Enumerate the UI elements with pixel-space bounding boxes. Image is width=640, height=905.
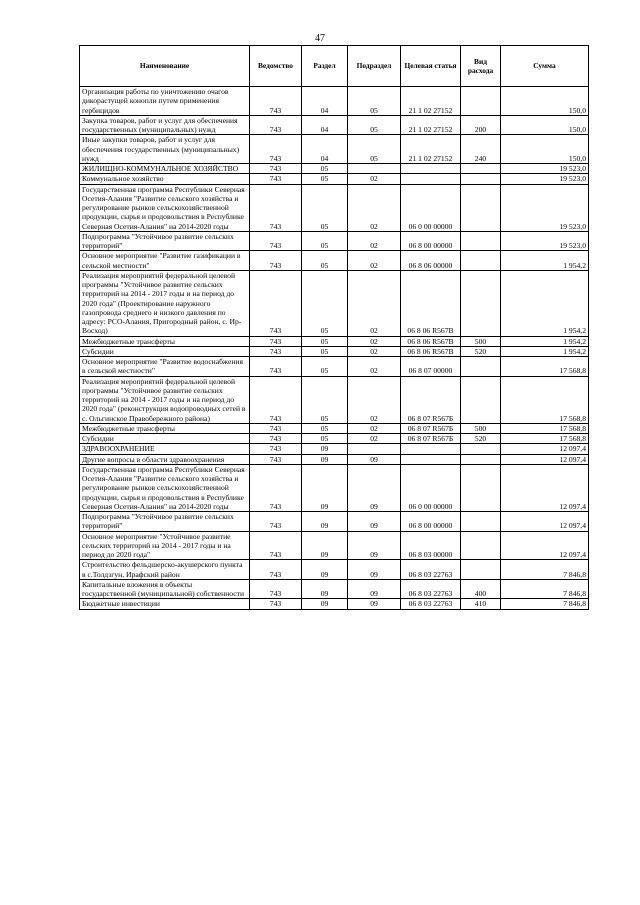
table-row <box>80 464 589 511</box>
cell-sum: 1 954,2 <box>501 346 589 356</box>
cell-exp-type: 500 <box>461 423 501 433</box>
cell-name: Организация работы по уничтожению очагов дикорастущей конопли путем применения гербицидов <box>80 87 250 116</box>
cell-subsection: 09 <box>348 512 401 532</box>
cell-dept: 743 <box>250 531 302 560</box>
header-section: Раздел <box>302 46 348 87</box>
cell-name: Закупка товаров, работ и услуг для обеспечения государственных (муниципальных) нужд <box>80 115 250 135</box>
cell-subsection: 09 <box>348 531 401 560</box>
table-row <box>80 174 589 184</box>
cell-exp-type <box>461 270 501 336</box>
cell-article: 06 8 06 00000 <box>401 251 461 271</box>
table-row <box>80 531 589 560</box>
cell-section: 04 <box>302 87 348 116</box>
table-row <box>80 115 589 135</box>
cell-dept: 743 <box>250 357 302 377</box>
cell-exp-type <box>461 87 501 116</box>
cell-name: Коммунальное хозяйство <box>80 174 250 184</box>
cell-subsection: 05 <box>348 135 401 164</box>
cell-exp-type <box>461 512 501 532</box>
cell-name: Межбюджетные трансферты <box>80 336 250 346</box>
table-row <box>80 87 589 116</box>
cell-exp-type <box>461 454 501 464</box>
cell-exp-type <box>461 376 501 423</box>
cell-article: 06 8 07 00000 <box>401 357 461 377</box>
cell-exp-type <box>461 174 501 184</box>
table-row <box>80 251 589 271</box>
cell-subsection: 05 <box>348 115 401 135</box>
cell-sum: 12 097,4 <box>501 444 589 454</box>
table-row <box>80 454 589 464</box>
cell-exp-type <box>461 464 501 511</box>
cell-subsection: 09 <box>348 560 401 580</box>
cell-sum: 17 568,8 <box>501 434 589 444</box>
cell-dept: 743 <box>250 115 302 135</box>
cell-exp-type <box>461 164 501 174</box>
cell-sum: 7 846,8 <box>501 560 589 580</box>
cell-dept: 743 <box>250 164 302 174</box>
cell-name: Подпрограмма "Устойчивое развитие сельских территорий" <box>80 231 250 251</box>
cell-section: 04 <box>302 115 348 135</box>
cell-article: 06 8 03 00000 <box>401 531 461 560</box>
cell-article: 06 8 06 R567В <box>401 336 461 346</box>
cell-subsection: 09 <box>348 599 401 609</box>
cell-section: 05 <box>302 434 348 444</box>
cell-name: Строительство фельдшерско-акушерского пункта в с.Толдзгун, Ирафский район <box>80 560 250 580</box>
cell-section: 09 <box>302 512 348 532</box>
cell-exp-type: 500 <box>461 336 501 346</box>
table-row <box>80 357 589 377</box>
table-row <box>80 579 589 599</box>
cell-article: 06 8 07 R567Б <box>401 434 461 444</box>
cell-subsection: 02 <box>348 376 401 423</box>
cell-dept: 743 <box>250 270 302 336</box>
cell-subsection: 02 <box>348 357 401 377</box>
cell-article: 06 8 07 R567Б <box>401 376 461 423</box>
cell-exp-type: 200 <box>461 115 501 135</box>
cell-section: 09 <box>302 599 348 609</box>
cell-subsection: 09 <box>348 579 401 599</box>
table-row <box>80 135 589 164</box>
cell-article <box>401 454 461 464</box>
table-row <box>80 336 589 346</box>
cell-dept: 743 <box>250 579 302 599</box>
cell-section: 05 <box>302 231 348 251</box>
cell-sum: 12 097,4 <box>501 464 589 511</box>
cell-name: Государственная программа Республики Северная Осетия-Алания "Развитие сельского хозяйства и регулирование рынков сельскохозяйственной продукции, сырья и продовольствия в Республике Северная Осетия-Алания" на 2014-2020 годы <box>80 184 250 231</box>
cell-subsection: 02 <box>348 336 401 346</box>
cell-dept: 743 <box>250 444 302 454</box>
cell-dept: 743 <box>250 512 302 532</box>
table-row <box>80 434 589 444</box>
cell-exp-type: 520 <box>461 434 501 444</box>
cell-sum: 19 523,0 <box>501 164 589 174</box>
cell-section: 05 <box>302 357 348 377</box>
cell-name: Бюджетные инвестиции <box>80 599 250 609</box>
cell-sum: 17 568,8 <box>501 357 589 377</box>
table-row <box>80 444 589 454</box>
cell-subsection: 05 <box>348 87 401 116</box>
cell-article: 21 1 02 27152 <box>401 87 461 116</box>
cell-dept: 743 <box>250 599 302 609</box>
cell-name: Основное мероприятие "Развитие водоснабжения в сельской местности" <box>80 357 250 377</box>
cell-section: 09 <box>302 464 348 511</box>
cell-name: Субсидии <box>80 434 250 444</box>
cell-subsection: 09 <box>348 454 401 464</box>
cell-article: 06 8 00 00000 <box>401 231 461 251</box>
header-article: Целевая статья <box>401 46 461 87</box>
cell-section: 05 <box>302 270 348 336</box>
cell-dept: 743 <box>250 174 302 184</box>
cell-dept: 743 <box>250 376 302 423</box>
cell-section: 05 <box>302 164 348 174</box>
cell-subsection: 02 <box>348 346 401 356</box>
cell-name: ЖИЛИЩНО-КОММУНАЛЬНОЕ ХОЗЯЙСТВО <box>80 164 250 174</box>
cell-article: 06 8 03 22763 <box>401 579 461 599</box>
table-row <box>80 599 589 609</box>
cell-sum: 17 568,8 <box>501 423 589 433</box>
header-subsection: Подраздел <box>348 46 401 87</box>
cell-article <box>401 174 461 184</box>
cell-sum: 150,0 <box>501 115 589 135</box>
table-row <box>80 231 589 251</box>
table-row <box>80 423 589 433</box>
table-row <box>80 376 589 423</box>
cell-section: 05 <box>302 251 348 271</box>
cell-dept: 743 <box>250 184 302 231</box>
table-row <box>80 346 589 356</box>
cell-subsection: 02 <box>348 231 401 251</box>
cell-article: 06 8 06 R567В <box>401 346 461 356</box>
cell-dept: 743 <box>250 346 302 356</box>
cell-section: 04 <box>302 135 348 164</box>
cell-sum: 1 954,2 <box>501 336 589 346</box>
cell-article: 06 8 06 R567В <box>401 270 461 336</box>
cell-name: Основное мероприятие "Устойчивое развитие сельских территорий на 2014 - 2017 годы и на период до 2020 года" <box>80 531 250 560</box>
cell-dept: 743 <box>250 434 302 444</box>
cell-name: Подпрограмма "Устойчивое развитие сельских территорий" <box>80 512 250 532</box>
cell-section: 05 <box>302 336 348 346</box>
cell-section: 05 <box>302 376 348 423</box>
table-row <box>80 512 589 532</box>
cell-subsection: 02 <box>348 434 401 444</box>
cell-exp-type <box>461 560 501 580</box>
cell-sum: 12 097,4 <box>501 454 589 464</box>
cell-subsection: 02 <box>348 270 401 336</box>
cell-article: 06 0 00 00000 <box>401 184 461 231</box>
cell-subsection: 02 <box>348 423 401 433</box>
cell-subsection: 02 <box>348 251 401 271</box>
cell-sum: 12 097,4 <box>501 512 589 532</box>
cell-exp-type <box>461 251 501 271</box>
cell-name: Субсидии <box>80 346 250 356</box>
cell-article: 06 8 00 00000 <box>401 512 461 532</box>
table-row <box>80 560 589 580</box>
cell-dept: 743 <box>250 560 302 580</box>
cell-article: 21 1 02 27152 <box>401 115 461 135</box>
cell-sum: 19 523,0 <box>501 231 589 251</box>
cell-exp-type: 240 <box>461 135 501 164</box>
cell-name: Государственная программа Республики Северная Осетия-Алания "Развитие сельского хозяйства и регулирование рынков сельскохозяйственной продукции, сырья и продовольствия в Республике Северная Осетия-Алания" на 2014-2020 годы <box>80 464 250 511</box>
cell-article: 06 0 00 00000 <box>401 464 461 511</box>
cell-section: 09 <box>302 560 348 580</box>
cell-section: 05 <box>302 423 348 433</box>
header-dept: Ведомство <box>250 46 302 87</box>
cell-exp-type <box>461 357 501 377</box>
cell-sum: 17 568,8 <box>501 376 589 423</box>
cell-sum: 19 523,0 <box>501 174 589 184</box>
header-name: Наименование <box>80 46 250 87</box>
cell-section: 05 <box>302 346 348 356</box>
cell-name: Иные закупки товаров, работ и услуг для обеспечения государственных (муниципальных) нужд <box>80 135 250 164</box>
cell-sum: 150,0 <box>501 87 589 116</box>
cell-sum: 12 097,4 <box>501 531 589 560</box>
cell-subsection: 09 <box>348 464 401 511</box>
cell-article: 06 8 03 22763 <box>401 560 461 580</box>
cell-name: Реализация мероприятий федеральной целевой программы "Устойчивое развитие сельских территорий на 2014 - 2017 годы и на период до 2020 года" (реконструкция водопроводных сетей в с. Ольгинское Правобережного района) <box>80 376 250 423</box>
budget-table <box>79 45 589 610</box>
cell-exp-type <box>461 531 501 560</box>
table-row <box>80 164 589 174</box>
cell-sum: 7 846,8 <box>501 579 589 599</box>
page-number: 47 <box>315 33 325 44</box>
cell-sum: 150,0 <box>501 135 589 164</box>
cell-section: 05 <box>302 184 348 231</box>
cell-exp-type <box>461 184 501 231</box>
cell-sum: 7 846,8 <box>501 599 589 609</box>
cell-article <box>401 164 461 174</box>
cell-article: 06 8 03 22763 <box>401 599 461 609</box>
cell-dept: 743 <box>250 464 302 511</box>
cell-exp-type <box>461 444 501 454</box>
cell-article <box>401 444 461 454</box>
table-header-row <box>80 46 589 87</box>
cell-dept: 743 <box>250 251 302 271</box>
cell-article: 06 8 07 R567Б <box>401 423 461 433</box>
cell-dept: 743 <box>250 454 302 464</box>
cell-name: Основное мероприятие "Развитие газификации в сельской местности" <box>80 251 250 271</box>
cell-exp-type: 520 <box>461 346 501 356</box>
cell-name: Реализация мероприятий федеральной целевой программы "Устойчивое развитие сельских территорий на 2014 - 2017 годы и на период до 2020 года" (Проектирование наружного газопровода среднего и низкого давления по адресу: РСО-Алания, Пригородный район, с. Ир-Восход) <box>80 270 250 336</box>
cell-subsection: 02 <box>348 184 401 231</box>
cell-name: Капитальные вложения в объекты государственной (муниципальной) собственности <box>80 579 250 599</box>
cell-subsection <box>348 444 401 454</box>
cell-section: 09 <box>302 454 348 464</box>
cell-name: Межбюджетные трансферты <box>80 423 250 433</box>
cell-sum: 1 954,2 <box>501 251 589 271</box>
header-exp-type: Вид расхода <box>461 46 501 87</box>
cell-name: Другие вопросы в области здравоохранения <box>80 454 250 464</box>
table-row <box>80 184 589 231</box>
cell-dept: 743 <box>250 135 302 164</box>
cell-subsection: 02 <box>348 174 401 184</box>
cell-exp-type: 400 <box>461 579 501 599</box>
cell-section: 09 <box>302 531 348 560</box>
cell-dept: 743 <box>250 336 302 346</box>
cell-dept: 743 <box>250 423 302 433</box>
table-row <box>80 270 589 336</box>
cell-exp-type <box>461 231 501 251</box>
cell-sum: 1 954,2 <box>501 270 589 336</box>
cell-subsection <box>348 164 401 174</box>
cell-dept: 743 <box>250 231 302 251</box>
cell-name: ЗДРАВООХРАНЕНИЕ <box>80 444 250 454</box>
cell-exp-type: 410 <box>461 599 501 609</box>
cell-sum: 19 523,0 <box>501 184 589 231</box>
cell-section: 09 <box>302 444 348 454</box>
cell-article: 21 1 02 27152 <box>401 135 461 164</box>
cell-section: 09 <box>302 579 348 599</box>
header-sum: Сумма <box>501 46 589 87</box>
cell-section: 05 <box>302 174 348 184</box>
cell-dept: 743 <box>250 87 302 116</box>
